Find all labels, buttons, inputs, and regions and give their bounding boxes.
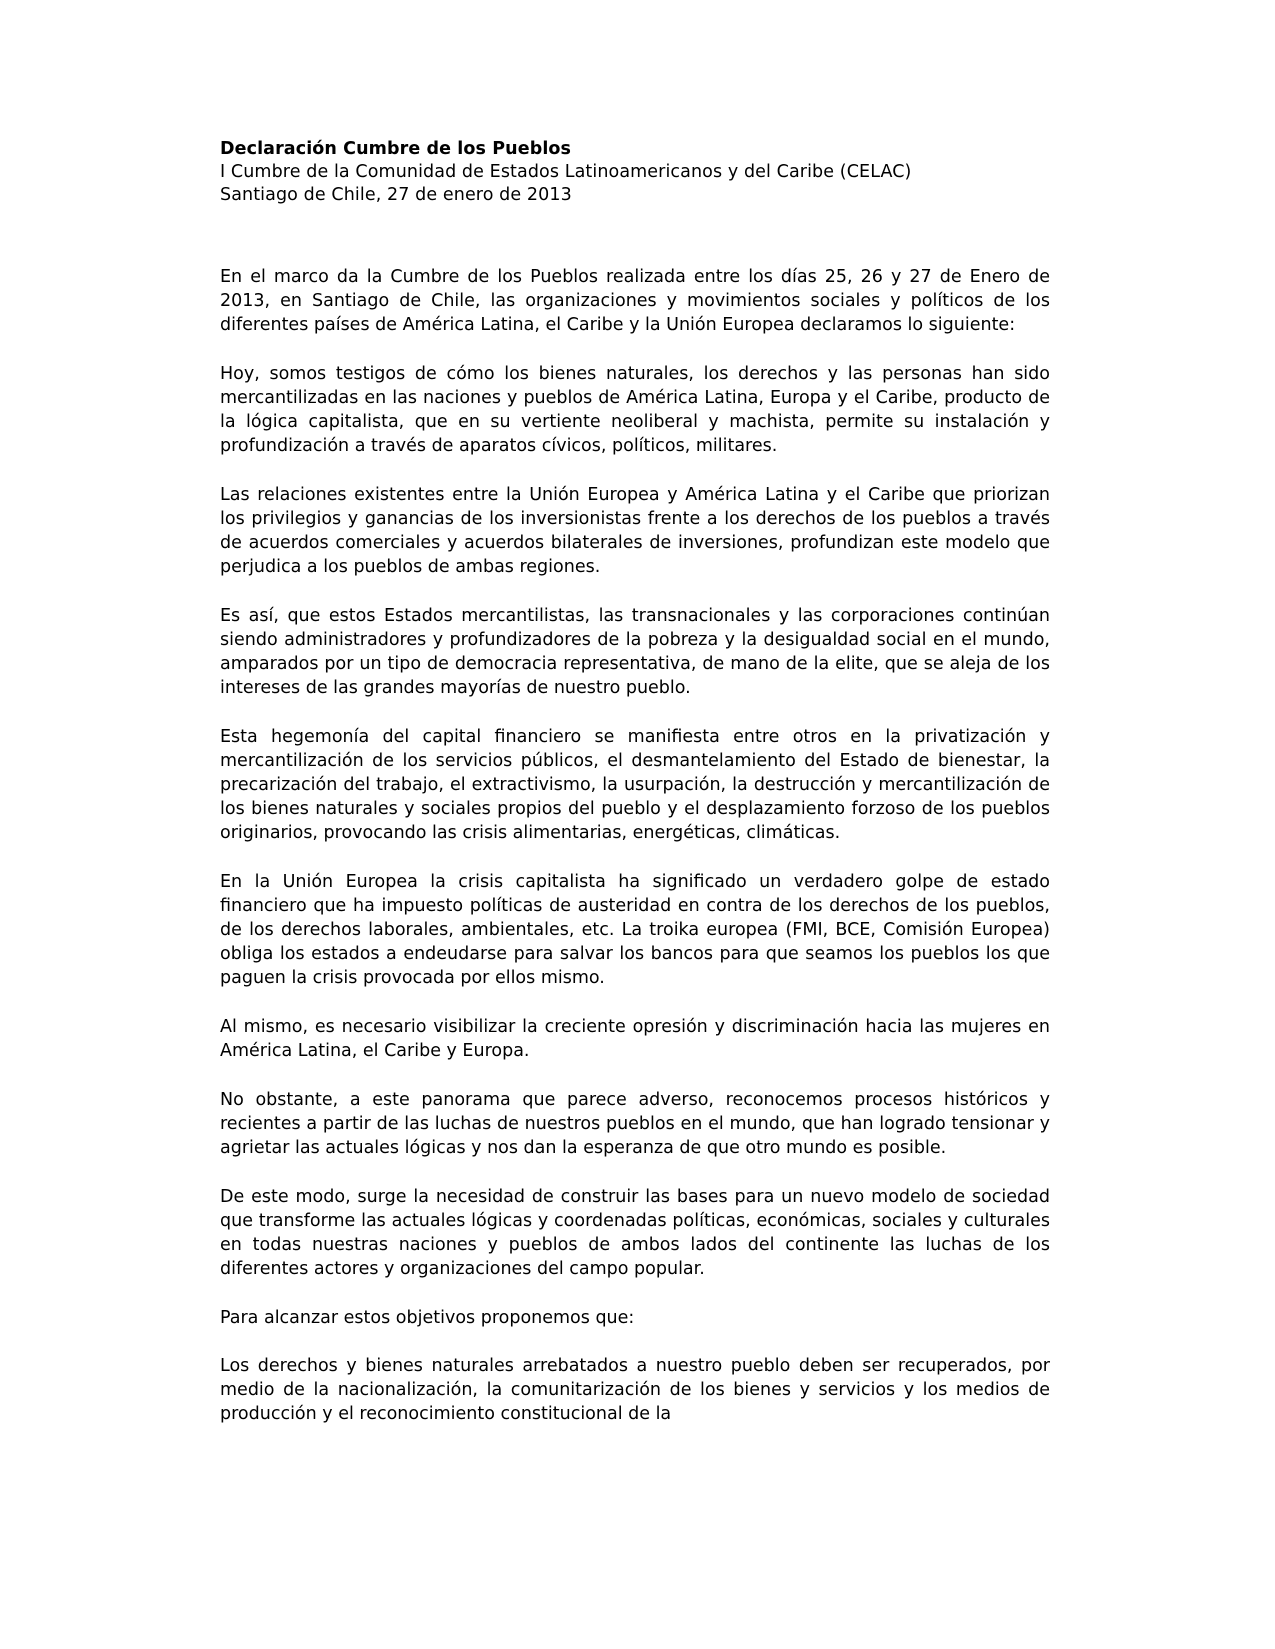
paragraph-intro: En el marco da la Cumbre de los Pueblos realizada entre los días 25, 26 y 27 de Enero de 2013, en Santiago de Chile, las organizaciones y movimientos sociales y políticos de los diferentes países de América Latina, el Caribe y la Unión Europea declaramos lo siguiente:	[220, 267, 1050, 335]
document-content	[220, 138, 1050, 1451]
paragraph-mujeres: Al mismo, es necesario visibilizar la creciente opresión y discriminación hacia las mujeres en América Latina, el Caribe y Europa.	[220, 1017, 1050, 1061]
paragraph-derechos-bienes: Los derechos y bienes naturales arrebatados a nuestro pueblo deben ser recuperados, por medio de la nacionalización, la comunitarización de los bienes y servicios y los medios de producción y el reconocimiento constitucional de la	[220, 1356, 1050, 1424]
paragraph-nuevo-modelo: De este modo, surge la necesidad de construir las bases para un nuevo modelo de sociedad que transforme las actuales lógicas y coordenadas políticas, económicas, sociales y culturales en todas nuestras naciones y pueblos de ambos lados del continente las luchas de los diferentes actores y organizaciones del campo popular.	[220, 1187, 1050, 1279]
paragraph-testigos: Hoy, somos testigos de cómo los bienes naturales, los derechos y las personas han sido mercantilizadas en las naciones y pueblos de América Latina, Europa y el Caribe, producto de la lógica capitalista, que en su vertiente neoliberal y machista, permite su instalación y profundización a través de aparatos cívicos, políticos, militares.	[220, 364, 1050, 456]
document-place-date: Santiago de Chile, 27 de enero de 2013	[220, 185, 572, 205]
document-title: Declaración Cumbre de los Pueblos	[220, 139, 572, 159]
paragraph-union-europea: En la Unión Europea la crisis capitalista ha significado un verdadero golpe de estado financiero que ha impuesto políticas de austeridad en contra de los derechos de los pueblos, de los derechos laborales, ambientales, etc. La troika europea (FMI, BCE, Comisión Europea) obliga los estados a endeudarse para salvar los bancos para que seamos los pueblos los que paguen la crisis provocada por ellos mismo.	[220, 872, 1050, 988]
document-body	[220, 265, 1050, 1426]
paragraph-proponemos: Para alcanzar estos objetivos proponemos que:	[220, 1308, 635, 1328]
document-subtitle: I Cumbre de la Comunidad de Estados Latinoamericanos y del Caribe (CELAC)	[220, 162, 912, 182]
paragraph-hegemonia: Esta hegemonía del capital financiero se manifiesta entre otros en la privatización y mercantilización de los servicios públicos, el desmantelamiento del Estado de bienestar, la precarización del trabajo, el extractivismo, la usurpación, la destrucción y mercantilización de los bienes naturales y sociales propios del pueblo y el desplazamiento forzoso de los pueblos originarios, provocando las crisis alimentarias, energéticas, climáticas.	[220, 727, 1050, 843]
paragraph-no-obstante: No obstante, a este panorama que parece adverso, reconocemos procesos históricos y recientes a partir de las luchas de nuestros pueblos en el mundo, que han logrado tensionar y agrietar las actuales lógicas y nos dan la esperanza de que otro mundo es posible.	[220, 1090, 1050, 1158]
paragraph-relaciones: Las relaciones existentes entre la Unión Europea y América Latina y el Caribe que priorizan los privilegios y ganancias de los inversionistas frente a los derechos de los pueblos a través de acuerdos comerciales y acuerdos bilaterales de inversiones, profundizan este modelo que perjudica a los pueblos de ambas regiones.	[220, 485, 1050, 577]
paragraph-estados: Es así, que estos Estados mercantilistas, las transnacionales y las corporaciones continúan siendo administradores y profundizadores de la pobreza y la desigualdad social en el mundo, amparados por un tipo de democracia representativa, de mano de la elite, que se aleja de los intereses de las grandes mayorías de nuestro pueblo.	[220, 606, 1050, 698]
